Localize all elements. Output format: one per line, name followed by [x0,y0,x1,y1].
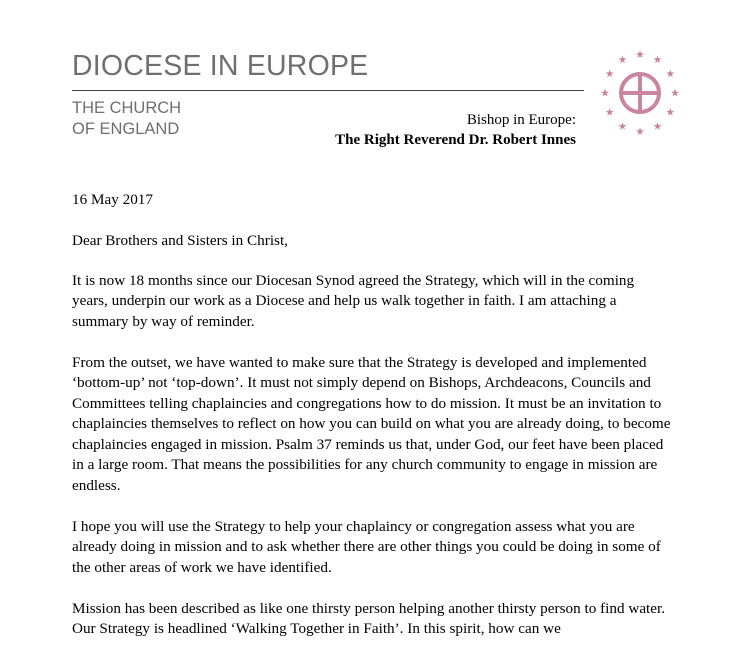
church-name [72,98,181,140]
star-icon [666,108,674,116]
star-icon [671,89,679,97]
header-divider [72,90,584,91]
letter-paragraph: From the outset, we have wanted to make sure that the Strategy is developed and implemented ‘bottom-up’ not ‘top-down’. It must not simply depend on Bishops, Archdeacons, Councils and Committees telling chaplaincies and congregations how to do mission. It must be an invitation to chaplaincies themselves to reflect on how you can build on what you are already doing, to become chaplaincies engaged in mission. Psalm 37 reminds us that, under God, our feet have been placed in a large room. That means the possibilities for any church community to engage in mission are endless. [72,353,671,494]
church-name-line-2: OF ENGLAND [72,120,180,138]
bishop-block [335,110,576,150]
star-icon [666,70,674,78]
star-icon [636,127,644,135]
letter-date: 16 May 2017 [72,191,153,208]
star-icon [619,122,627,130]
organization-title: DIOCESE IN EUROPE [72,50,369,82]
bishop-role: Bishop in Europe: [466,112,576,128]
star-icon [636,50,644,58]
letter-paragraph: I hope you will use the Strategy to help your chaplaincy or congregation assess what you are already doing in mission and to ask whether there are other things you could be doing in some of the other areas of work we have identified. [72,517,661,576]
letter-salutation: Dear Brothers and Sisters in Christ, [72,232,288,249]
diocese-seal-icon [600,45,680,140]
letter-paragraph: Mission has been described as like one thirsty person helping another thirsty person to find water. Our Strategy is headlined ‘Walking Together in Faith’. In this spirit, how can we [72,599,666,637]
letter-body [72,190,672,660]
star-icon [606,108,614,116]
star-icon [654,55,662,63]
letter-paragraph: It is now 18 months since our Diocesan Synod agreed the Strategy, which will in the coming years, underpin our work as a Diocese and help us walk together in faith. I am attaching a summary by way of reminder. [72,271,635,330]
star-icon [654,122,662,130]
star-icon [601,89,609,97]
bishop-name: The Right Reverend Dr. Robert Innes [335,132,576,148]
star-icon [619,55,627,63]
church-name-line-1: THE CHURCH [72,99,182,117]
star-icon [606,70,614,78]
